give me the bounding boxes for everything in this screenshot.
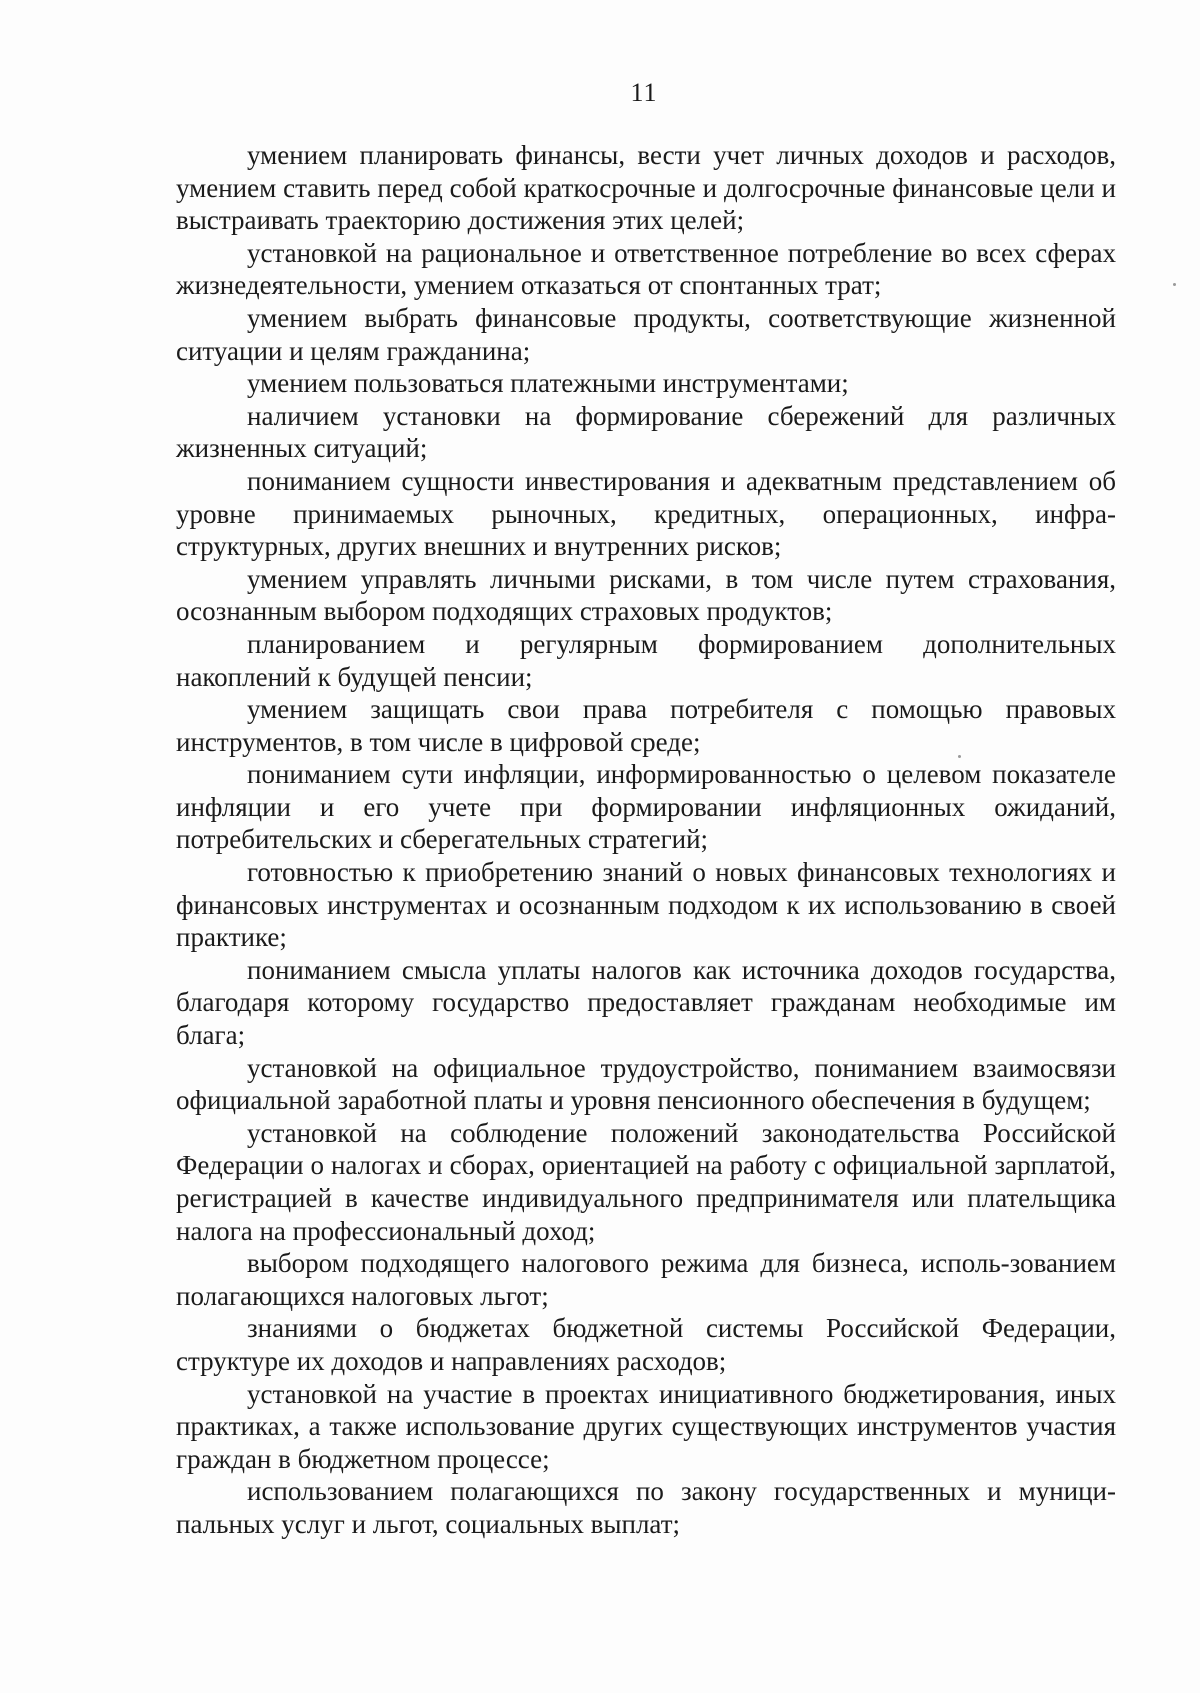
- scan-speck: [958, 755, 961, 758]
- paragraph-8: планированием и регулярным формированием дополнительных накоплений к будущей пенсии;: [176, 628, 1116, 692]
- scan-speck: [1173, 283, 1176, 286]
- paragraph-9: умением защищать свои права потребителя с помощью правовых инструментов, в том числе в цифровой среде;: [176, 694, 1116, 757]
- paragraph-13: установкой на официальное трудоустройство, пониманием взаимосвязи официальной заработной платы и уровня пенсионного обеспечения в будущем;: [176, 1052, 1116, 1116]
- paragraph-7: умением управлять личными рисками, в том числе путем страхования, осознанным выбором подходящих страховых продуктов;: [176, 563, 1116, 627]
- paragraph-10: пониманием сути инфляции, информированностью о целевом показателе инфляции и его учете при формировании инфляционных ожиданий, потребительских и сберегательных стратегий;: [176, 759, 1116, 855]
- paragraph-18: использованием полагающихся по закону государственных и муници-пальных услуг и льгот, социальных выплат;: [176, 1476, 1116, 1539]
- document-body: [176, 139, 1116, 1541]
- paragraph-4: умением пользоваться платежными инструментами;: [247, 368, 849, 399]
- paragraph-2: установкой на рациональное и ответственное потребление во всех сферах жизнедеятельности, умением отказаться от спонтанных трат;: [176, 237, 1116, 301]
- paragraph-3: умением выбрать финансовые продукты, соответствующие жизненной ситуации и целям гражданина;: [176, 302, 1116, 366]
- paragraph-17: установкой на участие в проектах инициативного бюджетирования, иных практиках, а также использование других существующих инструментов участия граждан в бюджетном процессе;: [176, 1378, 1116, 1474]
- paragraph-6: пониманием сущности инвестирования и адекватным представлением об уровне принимаемых рыночных, кредитных, операционных, инфра-структурных, других внешних и внутренних рисков;: [176, 465, 1116, 562]
- paragraph-5: наличием установки на формирование сбережений для различных жизненных ситуаций;: [176, 400, 1116, 464]
- paragraph-14: установкой на соблюдение положений законодательства Российской Федерации о налогах и сборах, ориентацией на работу с официальной зарплатой, регистрацией в качестве индивидуального предпринимателя или плательщика налога на профессиональный доход;: [176, 1117, 1116, 1246]
- paragraph-16: знаниями о бюджетах бюджетной системы Российской Федерации, структуре их доходов и направлениях расходов;: [176, 1313, 1116, 1376]
- paragraph-1: умением планировать финансы, вести учет личных доходов и расходов, умением ставить перед собой краткосрочные и долгосрочные финансовые цели и выстраивать траекторию достижения этих целей;: [176, 140, 1116, 236]
- page-number: 11: [630, 78, 658, 107]
- paragraph-12: пониманием смысла уплаты налогов как источника доходов государства, благодаря которому государство предоставляет гражданам необходимые им блага;: [176, 954, 1116, 1051]
- paragraph-11: готовностью к приобретению знаний о новых финансовых технологиях и финансовых инструментах и осознанным подходом к их использованию в своей практике;: [176, 857, 1116, 953]
- paragraph-15: выбором подходящего налогового режима для бизнеса, исполь-зованием полагающихся налоговых льгот;: [176, 1248, 1116, 1311]
